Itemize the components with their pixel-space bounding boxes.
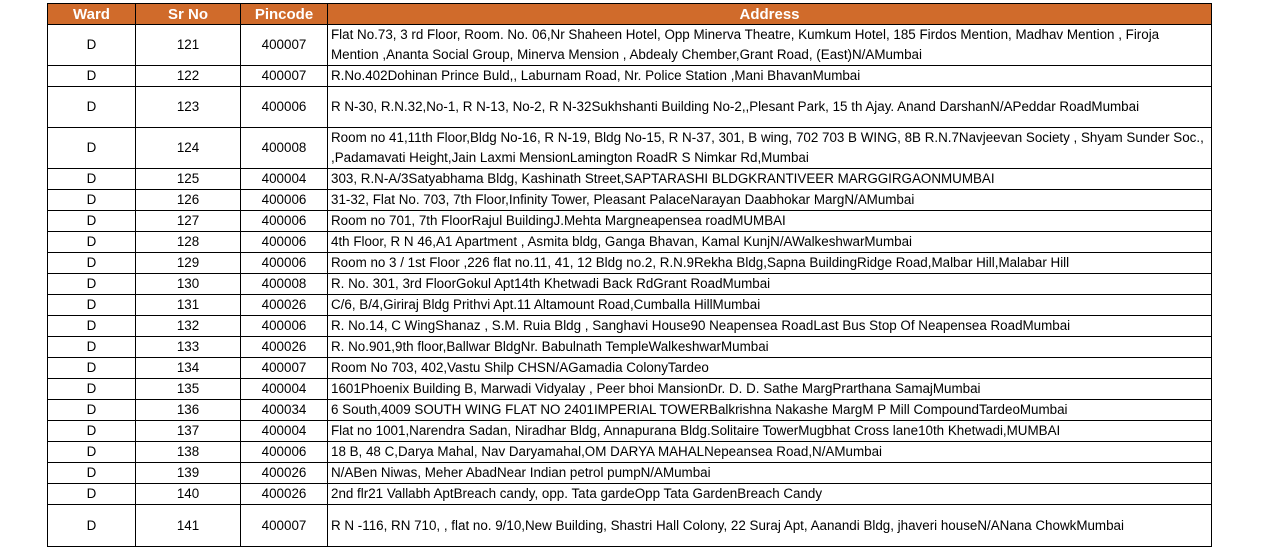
cell-pincode: 400006: [241, 87, 328, 128]
cell-pincode: 400026: [241, 337, 328, 358]
cell-sr-no: 125: [136, 169, 241, 190]
table-row: [48, 25, 1212, 66]
cell-ward: D: [48, 66, 136, 87]
cell-sr-no: 127: [136, 211, 241, 232]
cell-ward: D: [48, 463, 136, 484]
cell-ward: D: [48, 421, 136, 442]
table-row: [48, 484, 1212, 505]
table-row: [48, 295, 1212, 316]
cell-address: Room No 703, 402,Vastu Shilp CHSN/AGamadia ColonyTardeo: [328, 358, 1212, 379]
cell-ward: D: [48, 253, 136, 274]
cell-sr-no: 140: [136, 484, 241, 505]
cell-pincode: 400006: [241, 232, 328, 253]
address-table-sheet: [47, 3, 1211, 547]
cell-sr-no: 123: [136, 87, 241, 128]
cell-address: 31-32, Flat No. 703, 7th Floor,Infinity Tower, Pleasant PalaceNarayan Daabhokar MargN/AMumbai: [328, 190, 1212, 211]
cell-sr-no: 130: [136, 274, 241, 295]
cell-address: R. No.14, C WingShanaz , S.M. Ruia Bldg , Sanghavi House90 Neapensea RoadLast Bus Stop Of Neapensea RoadMumbai: [328, 316, 1212, 337]
cell-address: Room no 3 / 1st Floor ,226 flat no.11, 41, 12 Bldg no.2, R.N.9Rekha Bldg,Sapna BuildingRidge Road,Malbar Hill,Malabar Hill: [328, 253, 1212, 274]
cell-address: C/6, B/4,Giriraj Bldg Prithvi Apt.11 Altamount Road,Cumballa HillMumbai: [328, 295, 1212, 316]
cell-address: R N -116, RN 710, , flat no. 9/10,New Building, Shastri Hall Colony, 22 Suraj Apt, Aanandi Bldg, jhaveri houseN/ANana ChowkMumbai: [328, 505, 1212, 547]
table-row: [48, 232, 1212, 253]
cell-ward: D: [48, 484, 136, 505]
cell-pincode: 400007: [241, 505, 328, 547]
cell-sr-no: 128: [136, 232, 241, 253]
table-row: [48, 87, 1212, 128]
cell-pincode: 400034: [241, 400, 328, 421]
cell-pincode: 400006: [241, 253, 328, 274]
table-row: [48, 66, 1212, 87]
cell-pincode: 400004: [241, 421, 328, 442]
table-row: [48, 128, 1212, 169]
table-row: [48, 190, 1212, 211]
cell-sr-no: 138: [136, 442, 241, 463]
cell-address: 2nd flr21 Vallabh AptBreach candy, opp. Tata gardeOpp Tata GardenBreach Candy: [328, 484, 1212, 505]
table-row: [48, 316, 1212, 337]
cell-address: R.No.402Dohinan Prince Buld,, Laburnam Road, Nr. Police Station ,Mani BhavanMumbai: [328, 66, 1212, 87]
cell-ward: D: [48, 295, 136, 316]
cell-ward: D: [48, 442, 136, 463]
cell-pincode: 400026: [241, 484, 328, 505]
header-sr-no: Sr No: [136, 4, 241, 25]
cell-address: Room no 701, 7th FloorRajul BuildingJ.Mehta Margneapensea roadMUMBAI: [328, 211, 1212, 232]
cell-ward: D: [48, 190, 136, 211]
cell-address: Flat no 1001,Narendra Sadan, Niradhar Bldg, Annapurana Bldg.Solitaire TowerMugbhat Cross lane10th Khetwadi,MUMBAI: [328, 421, 1212, 442]
table-row: [48, 400, 1212, 421]
cell-pincode: 400008: [241, 274, 328, 295]
header-row: [48, 4, 1212, 25]
cell-address: R N-30, R.N.32,No-1, R N-13, No-2, R N-32Sukhshanti Building No-2,,Plesant Park, 15 th Ajay. Anand DarshanN/APeddar RoadMumbai: [328, 87, 1212, 128]
cell-address: 18 B, 48 C,Darya Mahal, Nav Daryamahal,OM DARYA MAHALNepeansea Road,N/AMumbai: [328, 442, 1212, 463]
cell-ward: D: [48, 25, 136, 66]
cell-sr-no: 135: [136, 379, 241, 400]
header-pincode: Pincode: [241, 4, 328, 25]
cell-sr-no: 129: [136, 253, 241, 274]
cell-address: 4th Floor, R N 46,A1 Apartment , Asmita bldg, Ganga Bhavan, Kamal KunjN/AWalkeshwarMumbai: [328, 232, 1212, 253]
cell-sr-no: 137: [136, 421, 241, 442]
cell-address: Flat No.73, 3 rd Floor, Room. No. 06,Nr Shaheen Hotel, Opp Minerva Theatre, Kumkum Hotel, 185 Firdos Mention, Madhav Mention , Firoja Mention ,Ananta Social Group, Minerva Mension , Abdealy Chember,Grant Road, (East)N/AMumbai: [328, 25, 1212, 66]
cell-ward: D: [48, 358, 136, 379]
header-ward: Ward: [48, 4, 136, 25]
table-row: [48, 211, 1212, 232]
cell-address: 1601Phoenix Building B, Marwadi Vidyalay , Peer bhoi MansionDr. D. D. Sathe MargPrarthana SamajMumbai: [328, 379, 1212, 400]
address-table: [47, 3, 1212, 547]
cell-sr-no: 133: [136, 337, 241, 358]
cell-address: R. No. 301, 3rd FloorGokul Apt14th Khetwadi Back RdGrant RoadMumbai: [328, 274, 1212, 295]
cell-pincode: 400006: [241, 442, 328, 463]
cell-ward: D: [48, 211, 136, 232]
table-row: [48, 274, 1212, 295]
table-body: [48, 25, 1212, 547]
table-row: [48, 358, 1212, 379]
table-row: [48, 442, 1212, 463]
table-row: [48, 379, 1212, 400]
cell-ward: D: [48, 128, 136, 169]
cell-ward: D: [48, 400, 136, 421]
cell-pincode: 400026: [241, 295, 328, 316]
table-header: [48, 4, 1212, 25]
cell-ward: D: [48, 505, 136, 547]
cell-ward: D: [48, 87, 136, 128]
cell-address: 6 South,4009 SOUTH WING FLAT NO 2401IMPERIAL TOWERBalkrishna Nakashe MargM P Mill CompoundTardeoMumbai: [328, 400, 1212, 421]
cell-sr-no: 126: [136, 190, 241, 211]
cell-address: 303, R.N-A/3Satyabhama Bldg, Kashinath Street,SAPTARASHI BLDGKRANTIVEER MARGGIRGAONMUMBAI: [328, 169, 1212, 190]
cell-sr-no: 134: [136, 358, 241, 379]
cell-sr-no: 124: [136, 128, 241, 169]
cell-ward: D: [48, 316, 136, 337]
table-row: [48, 505, 1212, 547]
cell-pincode: 400004: [241, 169, 328, 190]
cell-sr-no: 136: [136, 400, 241, 421]
cell-ward: D: [48, 232, 136, 253]
cell-sr-no: 122: [136, 66, 241, 87]
cell-pincode: 400008: [241, 128, 328, 169]
cell-ward: D: [48, 337, 136, 358]
cell-ward: D: [48, 274, 136, 295]
cell-sr-no: 141: [136, 505, 241, 547]
cell-sr-no: 131: [136, 295, 241, 316]
cell-address: R. No.901,9th floor,Ballwar BldgNr. Babulnath TempleWalkeshwarMumbai: [328, 337, 1212, 358]
cell-pincode: 400004: [241, 379, 328, 400]
table-row: [48, 421, 1212, 442]
cell-pincode: 400006: [241, 316, 328, 337]
cell-address: N/ABen Niwas, Meher AbadNear Indian petrol pumpN/AMumbai: [328, 463, 1212, 484]
cell-pincode: 400006: [241, 211, 328, 232]
cell-ward: D: [48, 169, 136, 190]
cell-pincode: 400007: [241, 25, 328, 66]
cell-sr-no: 132: [136, 316, 241, 337]
cell-sr-no: 139: [136, 463, 241, 484]
cell-sr-no: 121: [136, 25, 241, 66]
cell-pincode: 400007: [241, 66, 328, 87]
table-row: [48, 253, 1212, 274]
cell-pincode: 400006: [241, 190, 328, 211]
table-row: [48, 463, 1212, 484]
cell-address: Room no 41,11th Floor,Bldg No-16, R N-19, Bldg No-15, R N-37, 301, B wing, 702 703 B WING, 8B R.N.7Navjeevan Society , Shyam Sunder Soc., ,Padamavati Height,Jain Laxmi MensionLamington RoadR S Nimkar Rd,Mumbai: [328, 128, 1212, 169]
cell-pincode: 400026: [241, 463, 328, 484]
cell-pincode: 400007: [241, 358, 328, 379]
header-address: Address: [328, 4, 1212, 25]
table-row: [48, 337, 1212, 358]
table-row: [48, 169, 1212, 190]
cell-ward: D: [48, 379, 136, 400]
